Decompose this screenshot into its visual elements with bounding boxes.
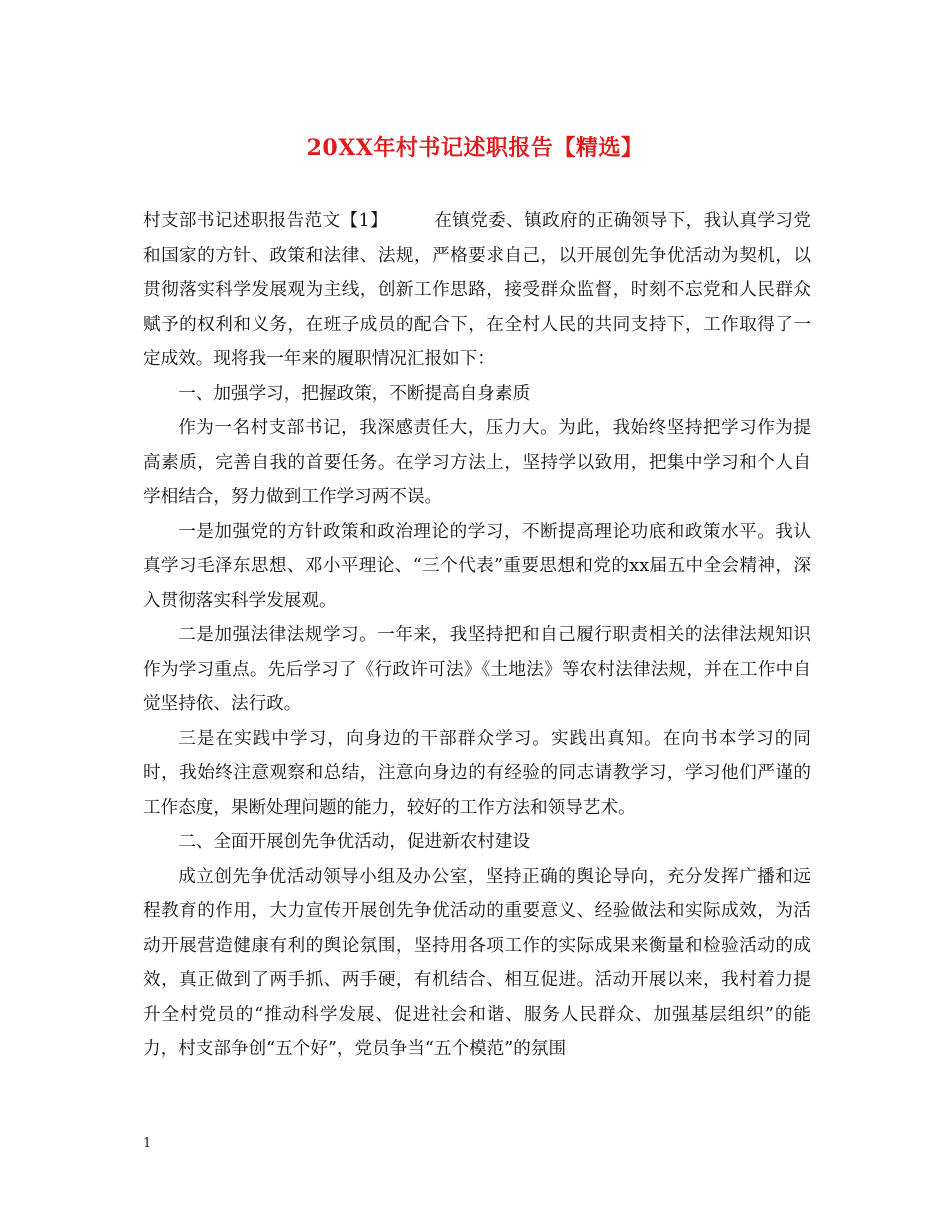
- section-heading-1: 一、加强学习，把握政策，不断提高自身素质: [178, 383, 531, 404]
- document-title: 20XX年村书记述职报告【精选】: [306, 135, 644, 161]
- page-number: 1: [143, 1136, 152, 1151]
- paragraph-lead: 村支部书记述职报告范文【1】: [143, 211, 388, 231]
- paragraph: 一是加强党的方针政策和政治理论的学习，不断提高理论功底和政策水平。我认真学习毛泽东思想、邓小平理论、“三个代表”重要思想和党的xx届五中全会精神，深入贯彻落实科学发展观。: [143, 521, 811, 611]
- paragraph: 二是加强法律法规学习。一年来，我坚持把和自己履行职责相关的法律法规知识作为学习重点。先后学习了《行政许可法》《土地法》等农村法律法规，并在工作中自觉坚持依、法行政。: [143, 625, 811, 714]
- section-heading-2: 二、全面开展创先争优活动，促进新农村建设: [178, 832, 531, 852]
- paragraph: 成立创先争优活动领导小组及办公室，坚持正确的舆论导向，充分发挥广播和远程教育的作用，大力宣传开展创先争优活动的重要意义、经验做法和实际成效，为活动开展营造健康有利的舆论氛围，坚持用各项工作的实际成果来衡量和检验活动的成效，真正做到了两手抓、两手硬，有机结合、相互促进。活动开展以来，我村着力提升全村党员的“推动科学发展、促进社会和谐、服务人民群众、加强基层组织”的能力，村支部争创“五个好”，党员争当“五个模范”的氛围: [143, 866, 811, 1059]
- paragraph: 作为一名村支部书记，我深感责任大，压力大。为此，我始终坚持把学习作为提高素质，完善自我的首要任务。在学习方法上，坚持学以致用，把集中学习和个人自学相结合，努力做到工作学习两不误。: [143, 418, 811, 507]
- document-body: [143, 204, 811, 1067]
- paragraph-text: 在镇党委、镇政府的正确领导下，我认真学习党和国家的方针、政策和法律、法规，严格要求自己，以开展创先争优活动为契机，以贯彻落实科学发展观为主线，创新工作思路，接受群众监督，时刻不忘党和人民群众赋予的权利和义务，在班子成员的配合下，在全村人民的共同支持下，工作取得了一定成效。现将我一年来的履职情况汇报如下：: [143, 211, 811, 369]
- paragraph-intro: [143, 204, 811, 377]
- paragraph: 三是在实践中学习，向身边的干部群众学习。实践出真知。在向书本学习的同时，我始终注意观察和总结，注意向身边的有经验的同志请教学习，学习他们严谨的工作态度，果断处理问题的能力，较好的工作方法和领导艺术。: [143, 728, 811, 818]
